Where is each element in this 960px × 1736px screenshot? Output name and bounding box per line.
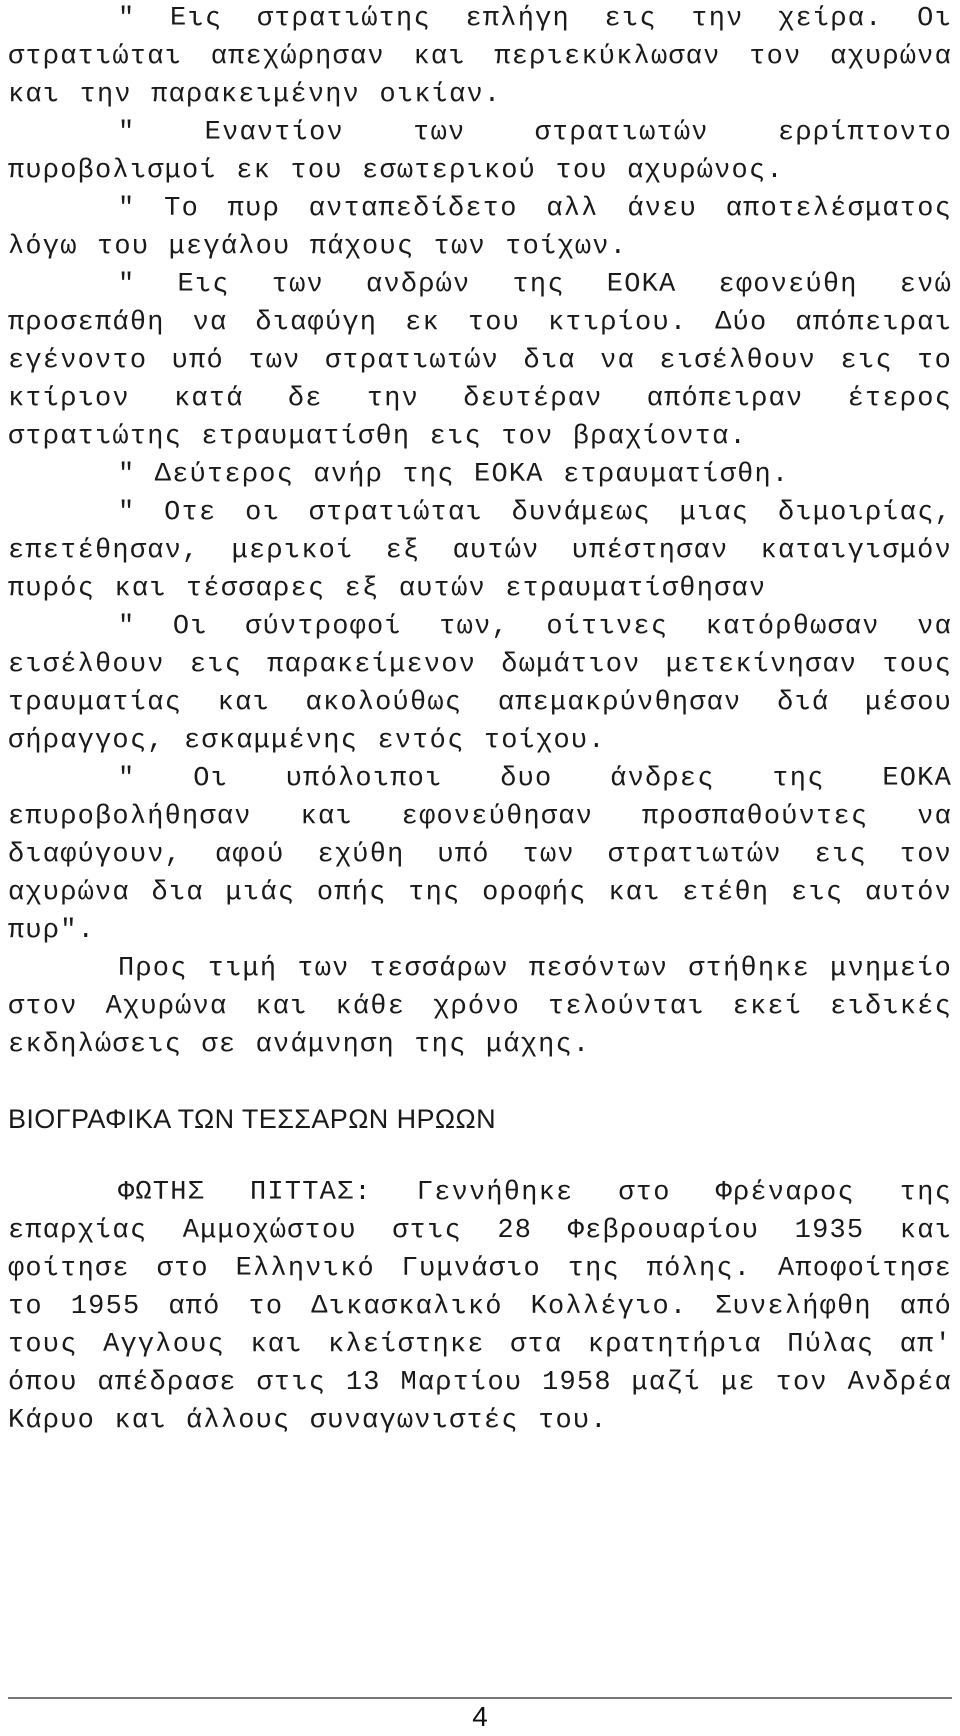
spacer [8,1064,952,1100]
biography-text: Γεννήθηκε στο Φρέναρος της επαρχίας Αμμοχώστου στις 28 Φεβρουαρίου 1935 και φοίτησε στο Ελληνικό Γυμνάσιο της πόλης. Αποφοίτησε το 1955 από το Δικασκαλικό Κολλέγιο. Συνελήφθη από τους Αγγλους και κλείστηκε στα κρατητήρια Πύλας απ' όπου απέδρασε στις 13 Μαρτίου 1958 μαζί με τον Ανδρέα Κάρυο και άλλους συναγωνιστές του. [8,1178,952,1436]
spacer [8,1138,952,1174]
paragraph: " Το πυρ ανταπεδίδετο αλλ άνευ αποτελέσματος λόγω του μεγάλου πάχους των τοίχων. [8,194,952,262]
paragraph: " Οι υπόλοιποι δυο άνδρες της ΕΟΚΑ επυροβολήθησαν και εφονεύθησαν προσπαθούντες να διαφύγουν, αφού εχύθη υπό των στρατιωτών εις τον αχυρώνα δια μιάς οπής της οροφής και ετέθη εις αυτόν πυρ". [8,764,952,946]
biography-paragraph [8,1174,952,1440]
paragraph: " Δεύτερος ανήρ της ΕΟΚΑ ετραυματίσθη. [118,460,790,490]
footer-divider [8,1697,952,1699]
paragraph: " Εναντίον των στρατιωτών ερρίπτοντο πυροβολισμοί εκ του εσωτερικού του αχυρώνος. [8,118,952,186]
paragraph: " Οι σύντροφοί των, οίτινες κατόρθωσαν να εισέλθουν εις παρακείμενον δωμάτιον μετεκίνησαν τους τραυματίας και ακολούθως απεμακρύνθησαν διά μέσου σήραγγος, εσκαμμένης εντός τοίχου. [8,612,952,756]
paragraph: " Εις των ανδρών της ΕΟΚΑ εφονεύθη ενώ προσεπάθη να διαφύγη εκ του κτιρίου. Δύο απόπειραι εγένοντο υπό των στρατιωτών δια να εισέλθουν εις το κτίριον κατά δε την δευτέραν απόπειραν έτερος στρατιώτης ετραυματίσθη εις τον βραχίοντα. [8,270,952,452]
paragraph: Προς τιμή των τεσσάρων πεσόντων στήθηκε μνημείο στον Αχυρώνα και κάθε χρόνο τελούνται εκεί ειδικές εκδηλώσεις σε ανάμνηση της μάχης. [8,954,952,1060]
paragraph: " Εις στρατιώτης επλήγη εις την χείρα. Οι στρατιώται απεχώρησαν και περιεκύκλωσαν τον αχυρώνα και την παρακειμένην οικίαν. [8,4,952,110]
section-heading: ΒΙΟΓΡΑΦΙΚΑ ΤΩΝ ΤΕΣΣΑΡΩΝ ΗΡΩΩΝ [8,1104,496,1134]
body-text [8,0,952,1440]
page-number: 4 [472,1701,488,1732]
biography-name: ΦΩΤΗΣ ΠΙΤΤΑΣ: [118,1178,372,1208]
paragraph: " Οτε οι στρατιώται δυνάμεως μιας διμοιρίας, επετέθησαν, μερικοί εξ αυτών υπέστησαν καταιγισμόν πυρός και τέσσαρες εξ αυτών ετραυματίσθησαν [8,498,952,604]
